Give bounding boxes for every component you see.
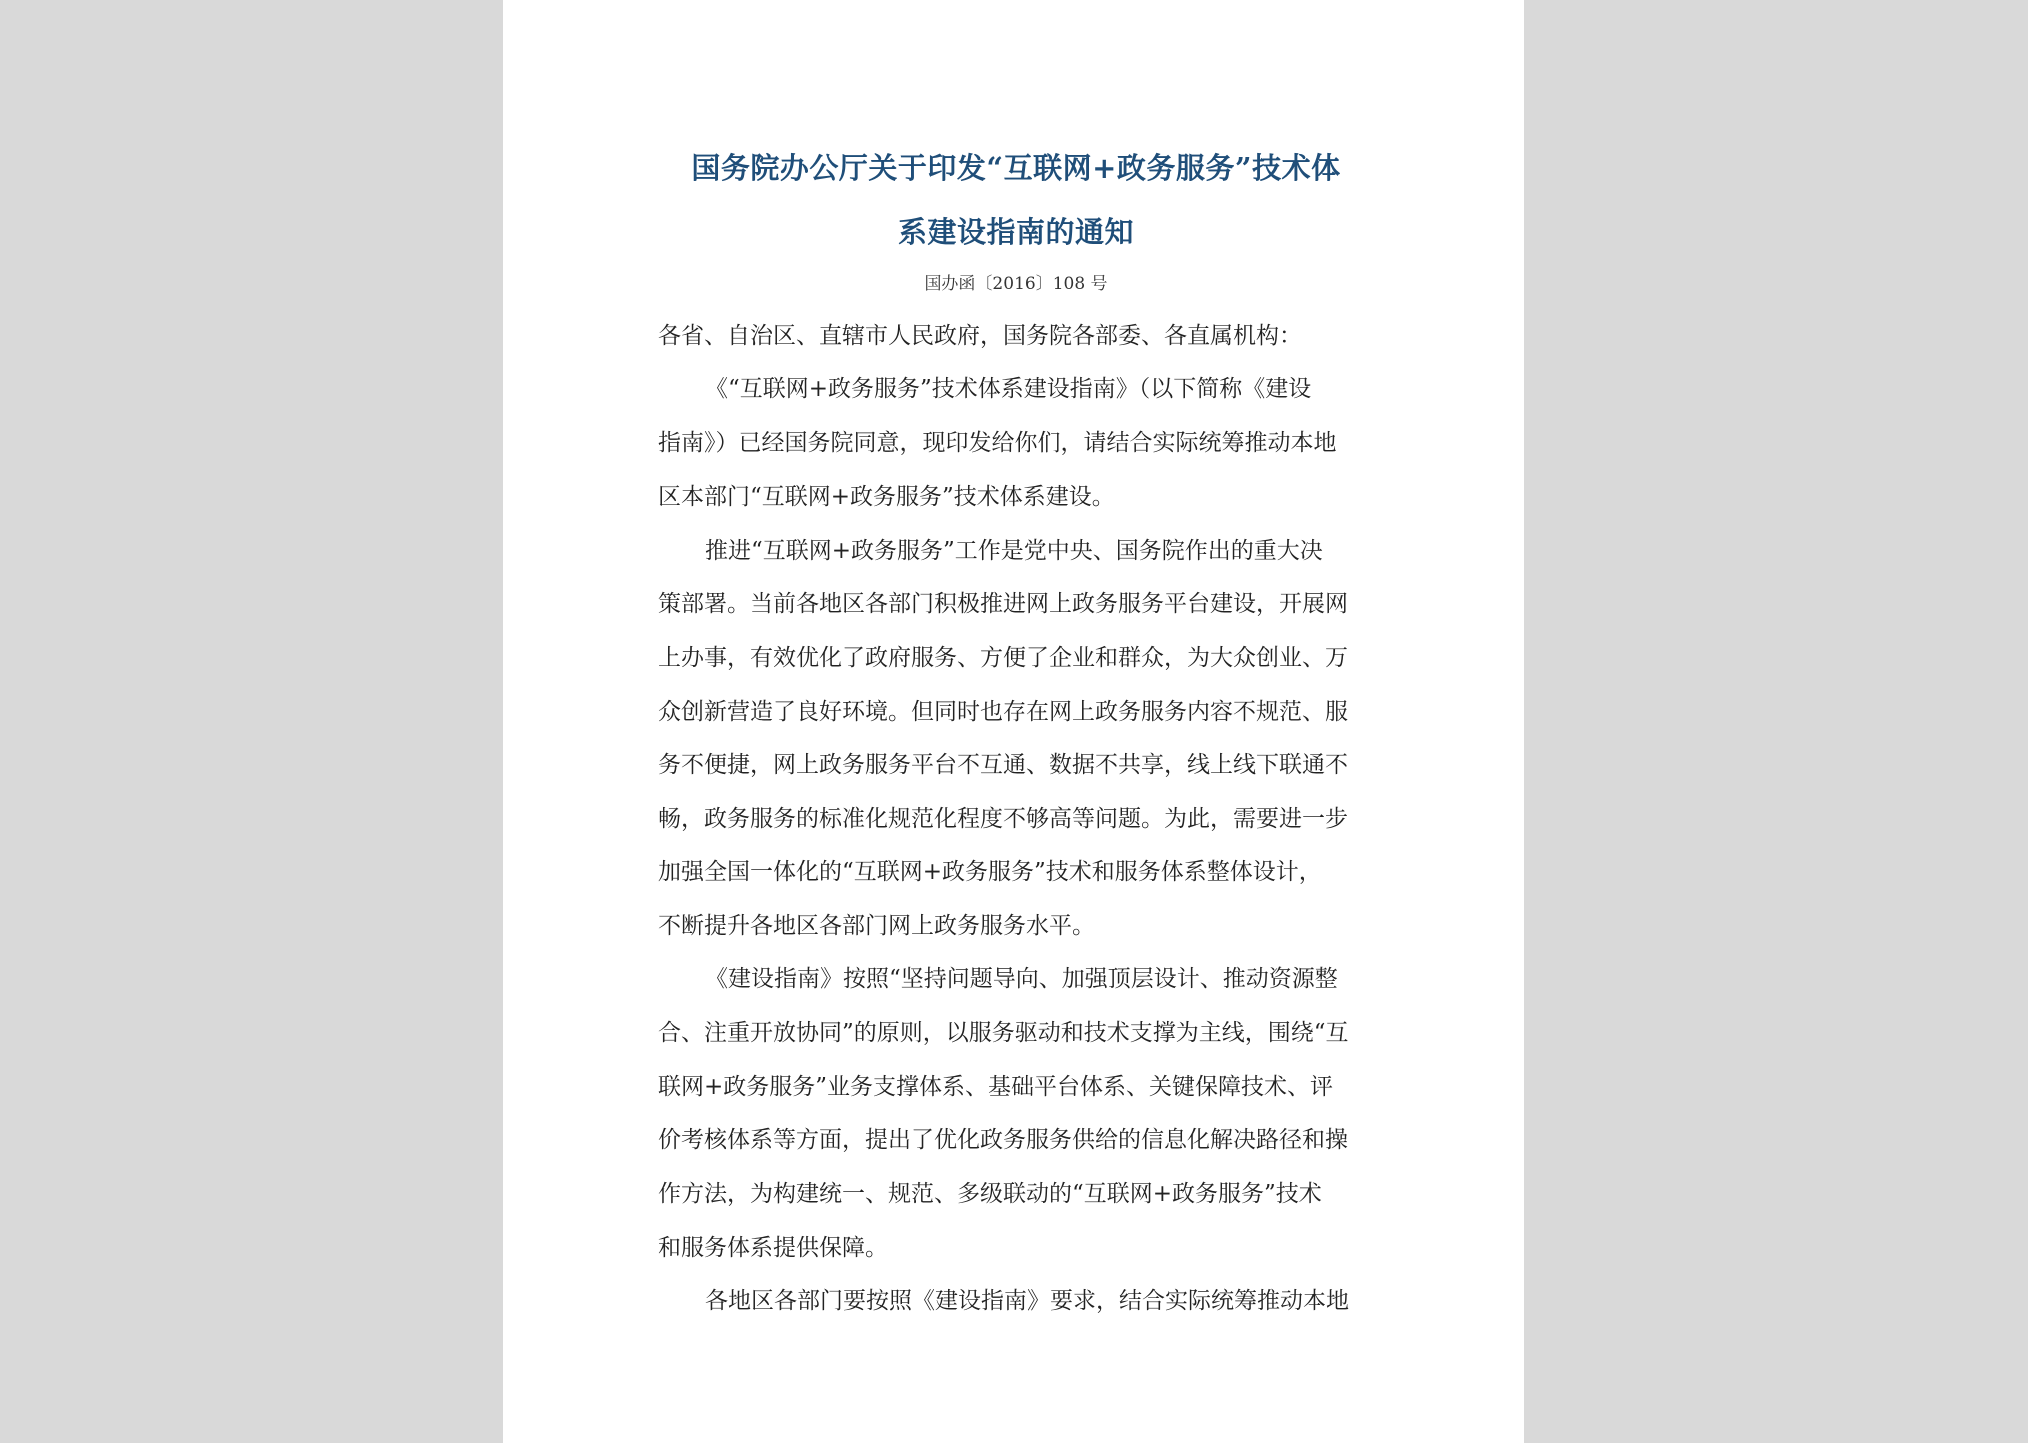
paragraph-line: 务不便捷，网上政务服务平台不互通、数据不共享，线上线下联通不 [658,752,1348,778]
paragraph-line: 价考核体系等方面，提出了优化政务服务供给的信息化解决路径和操 [658,1127,1348,1153]
document-number: 国办函〔2016〕108 号 [924,274,1108,294]
document-title-line-2: 系建设指南的通知 [897,215,1134,249]
document-title-line-1: 国务院办公厅关于印发“互联网+政务服务”技术体 [691,151,1341,185]
paragraph-line: 联网+政务服务”业务支撑体系、基础平台体系、关键保障技术、评 [658,1074,1334,1100]
paragraph-line: 各地区各部门要按照《建设指南》要求，结合实际统筹推动本地 [705,1288,1349,1314]
salutation: 各省、自治区、直辖市人民政府，国务院各部委、各直属机构： [658,323,1302,349]
paragraph-line: 《建设指南》按照“坚持问题导向、加强顶层设计、推动资源整 [705,966,1338,992]
paragraph-line: 和服务体系提供保障。 [658,1235,888,1261]
paragraph-line: 《“互联网+政务服务”技术体系建设指南》（以下简称《建设 [705,376,1312,402]
paragraph-line: 区本部门“互联网+政务服务”技术体系建设。 [658,484,1115,510]
paragraph-line: 指南》）已经国务院同意，现印发给你们，请结合实际统筹推动本地 [658,430,1337,456]
paragraph-line: 作方法，为构建统一、规范、多级联动的“互联网+政务服务”技术 [658,1181,1322,1207]
paragraph-line: 不断提升各地区各部门网上政务服务水平。 [658,913,1095,939]
paragraph-line: 众创新营造了良好环境。但同时也存在网上政务服务内容不规范、服 [658,699,1348,725]
paragraph-line: 上办事，有效优化了政府服务、方便了企业和群众，为大众创业、万 [658,645,1348,671]
paragraph-line: 畅，政务服务的标准化规范化程度不够高等问题。为此，需要进一步 [658,806,1348,832]
paragraph-line: 加强全国一体化的“互联网+政务服务”技术和服务体系整体设计， [658,859,1322,885]
paragraph-line: 合、注重开放协同”的原则，以服务驱动和技术支撑为主线，围绕“互 [658,1020,1349,1046]
document-page [503,0,1524,1443]
paragraph-line: 策部署。当前各地区各部门积极推进网上政务服务平台建设，开展网 [658,591,1348,617]
paragraph-line: 推进“互联网+政务服务”工作是党中央、国务院作出的重大决 [705,538,1323,564]
